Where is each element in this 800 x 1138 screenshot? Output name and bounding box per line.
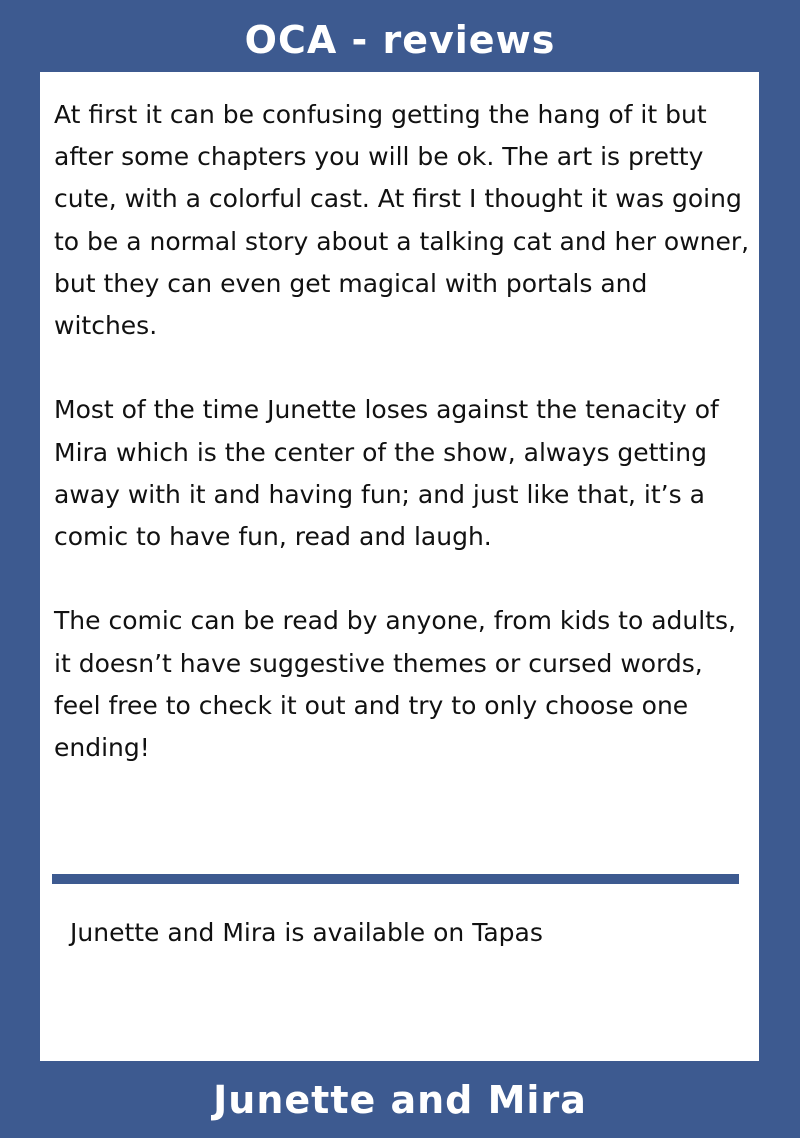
availability-note: Junette and Mira is available on Tapas xyxy=(70,918,543,947)
header-title: OCA - reviews xyxy=(244,18,556,62)
section-divider xyxy=(52,874,739,884)
footer-title: Junette and Mira xyxy=(213,1078,587,1122)
review-body xyxy=(54,94,754,769)
review-paragraph-3: The comic can be read by anyone, from kids to adults, it doesn’t have suggestive themes or cursed words, feel free to check it out and try to only choose one ending! xyxy=(54,606,736,763)
review-paragraph-1: At first it can be confusing getting the hang of it but after some chapters you will be ok. The art is pretty cute, with a colorful cast. At first I thought it was going to be a normal story about a talking cat and her owner, but they can even get magical with portals and witches. xyxy=(54,100,750,341)
review-paragraph-2: Most of the time Junette loses against the tenacity of Mira which is the center of the show, always getting away with it and having fun; and just like that, it’s a comic to have fun, read and laugh. xyxy=(54,395,719,552)
review-card xyxy=(40,72,759,1061)
